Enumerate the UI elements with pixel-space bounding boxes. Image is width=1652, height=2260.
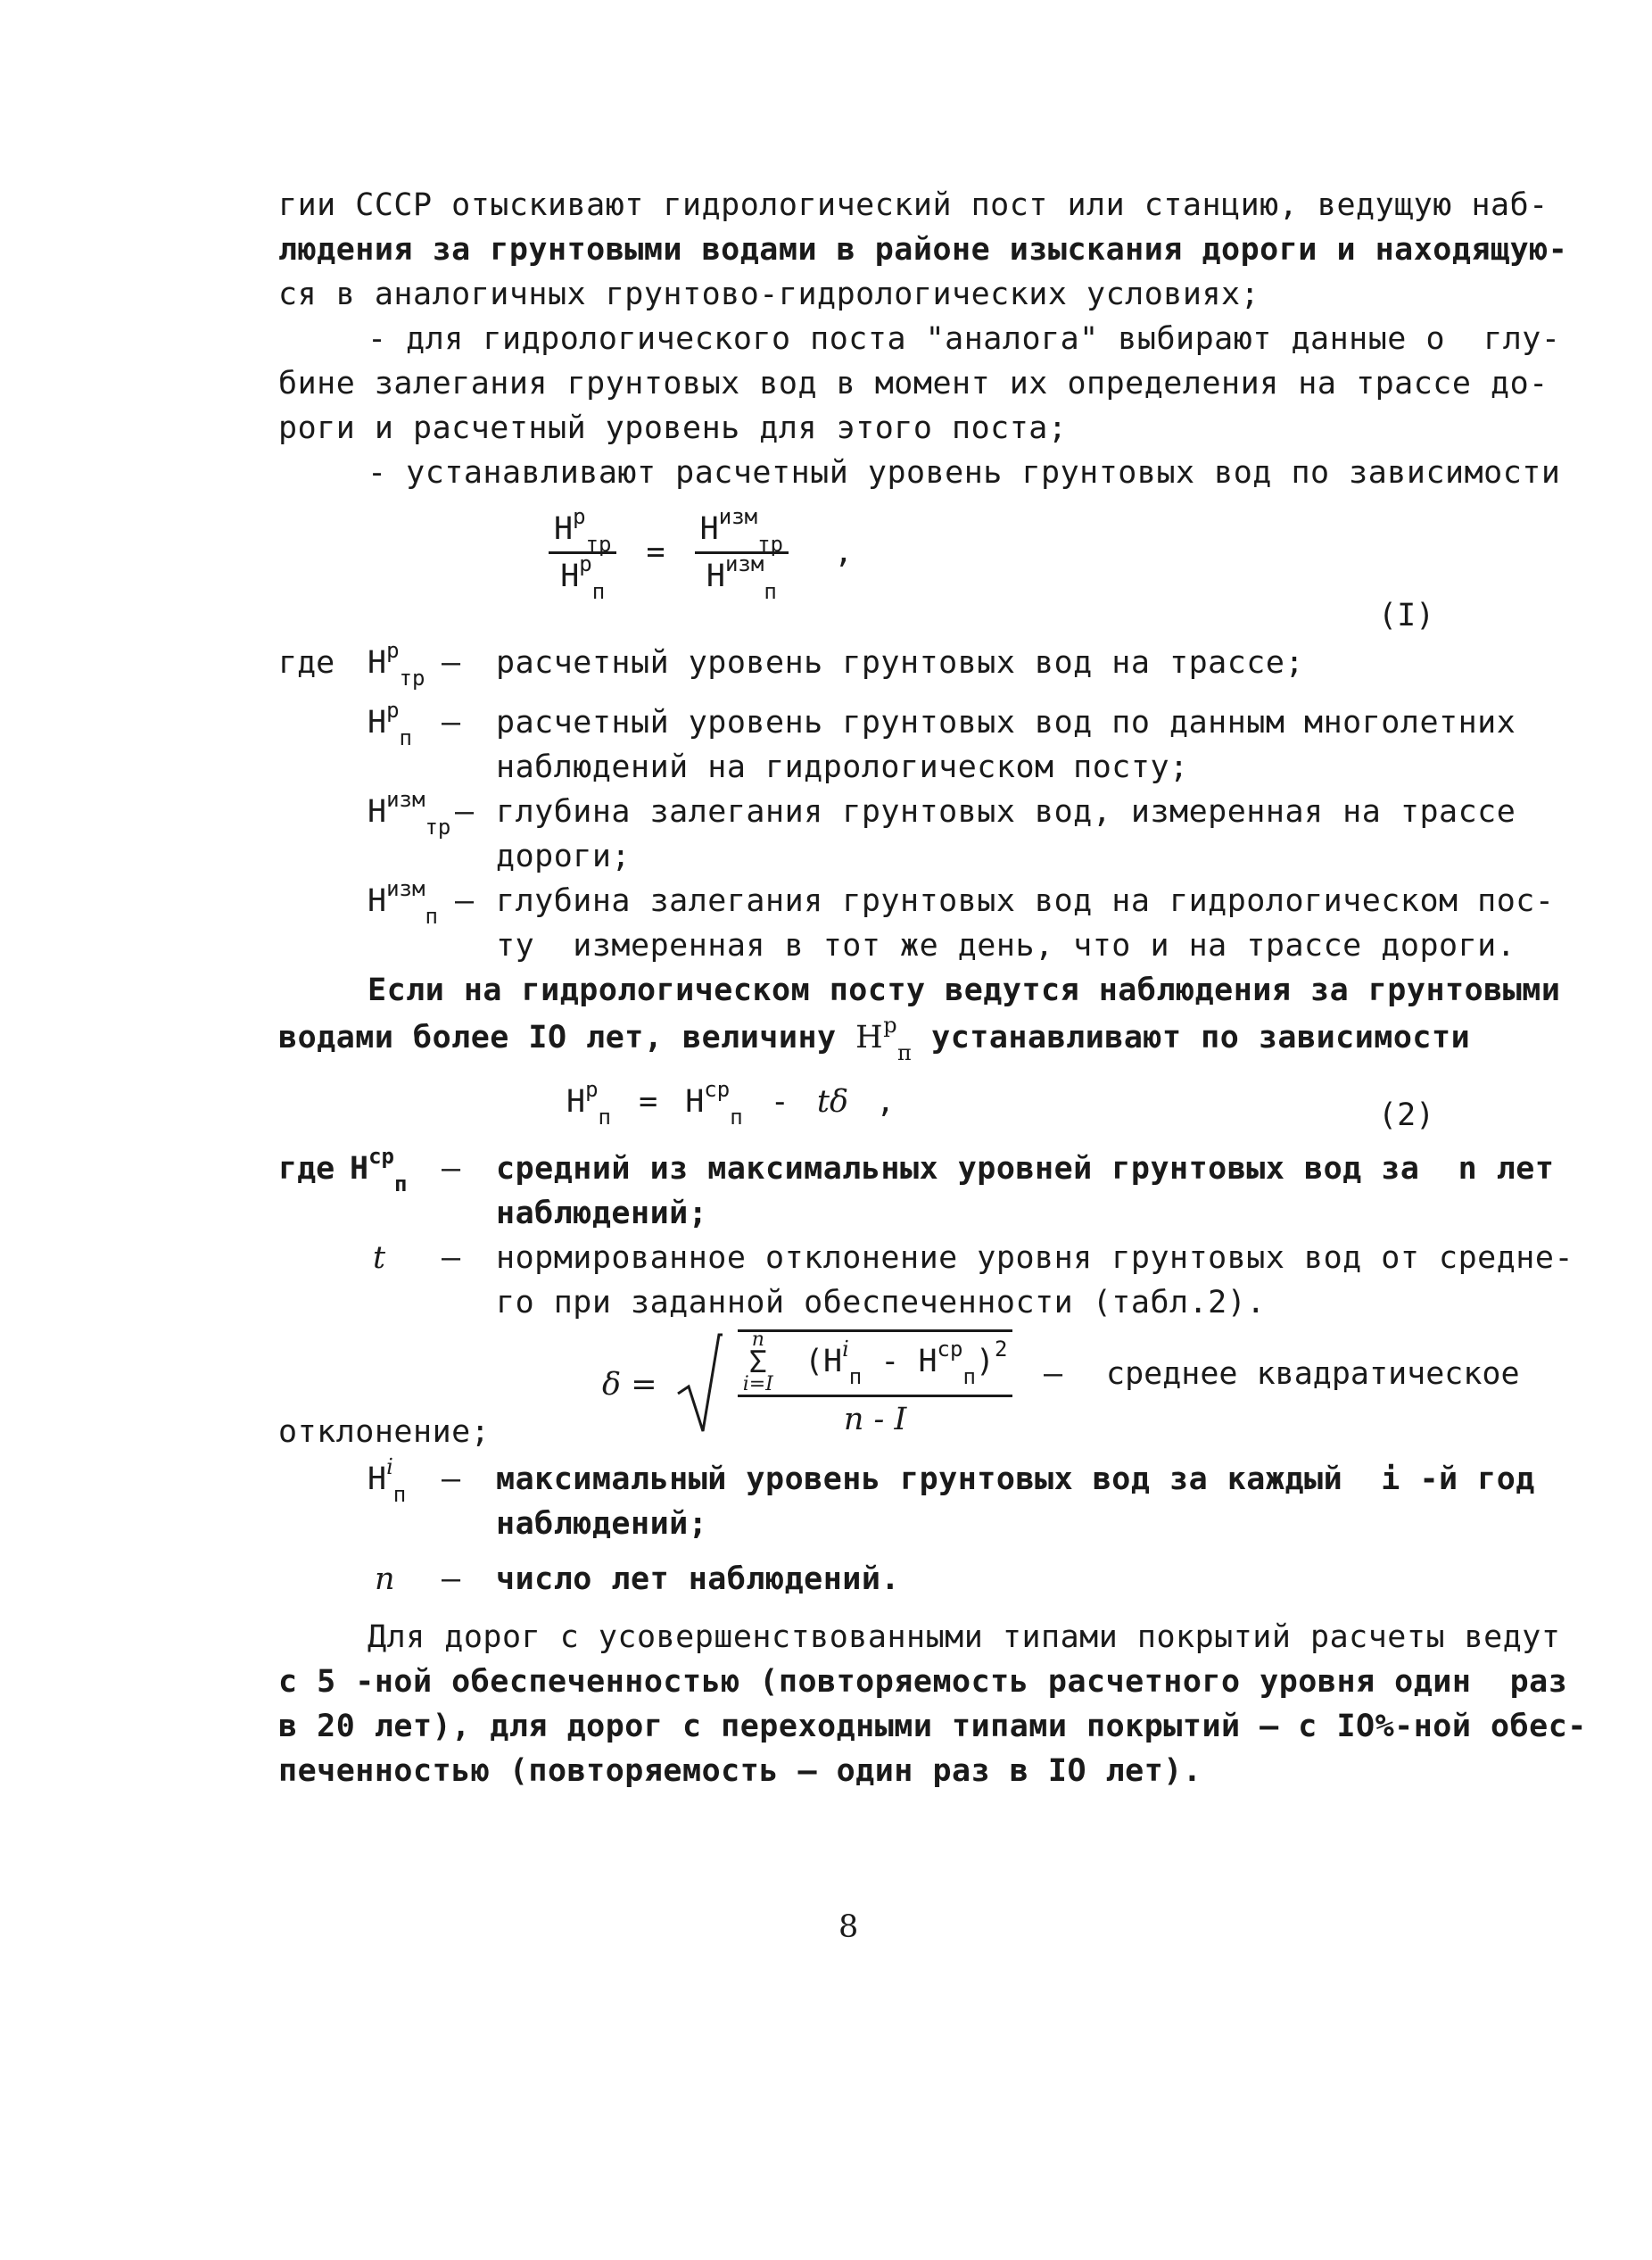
where-desc: число лет наблюдений. xyxy=(496,1561,901,1597)
where-symbol: t xyxy=(373,1240,386,1276)
where-desc: максимальный уровень грунтовых вод за каждый i -й год xyxy=(496,1461,1535,1497)
where-desc: средний из максимальных уровней грунтовых вод за n лет xyxy=(496,1151,1555,1187)
where-desc: наблюдений на гидрологическом посту; xyxy=(496,749,1189,785)
radical xyxy=(676,1329,1013,1440)
list-item-line: бине залегания грунтовых вод в момент их определения на трассе до- xyxy=(278,366,1549,402)
paragraph-line: в 20 лет), для дорог с переходными типами покрытий — с IO%-ной обес- xyxy=(278,1709,1587,1744)
paragraph-line: с 5 -ной обеспеченностью (повторяемость расчетного уровня один раз xyxy=(278,1664,1568,1700)
where-symbol: $Н^р_п$ xyxy=(368,698,412,750)
list-item-line: - для гидрологического поста "аналога" выбирают данные о глу- xyxy=(368,321,1561,357)
where-desc: расчетный уровень грунтовых вод по данным многолетних xyxy=(496,705,1516,741)
paragraph-line: печенностью (повторяемость — один раз в IO лет). xyxy=(278,1753,1202,1789)
where-label: где xyxy=(278,645,335,681)
where-desc: нормированное отклонение уровня грунтовых вод от средне- xyxy=(496,1240,1574,1276)
where-symbol: $Н^{изм}_{тр}$ xyxy=(368,787,451,840)
delta-dash: — xyxy=(1044,1356,1063,1392)
page-number: 8 xyxy=(838,1909,859,1945)
where-desc: ту измеренная в тот же день, что и на трассе дороги. xyxy=(496,928,1516,964)
paragraph-line: ся в аналогичных грунтово-гидрологических условиях; xyxy=(278,277,1260,312)
radical-sign-icon xyxy=(676,1331,723,1438)
where-dash: — xyxy=(442,645,461,681)
where-dash: — xyxy=(442,705,461,741)
where-symbol: $Н^i_п$ xyxy=(368,1454,407,1507)
where-symbol: n xyxy=(375,1561,395,1597)
paragraph-line: людения за грунтовыми водами в районе изыскания дороги и находящую- xyxy=(278,232,1568,268)
paragraph-line: Если на гидрологическом посту ведутся наблюдения за грунтовыми xyxy=(368,973,1561,1008)
paragraph-line: гии СССР отыскивают гидрологический пост или станцию, ведущую наб- xyxy=(278,187,1549,223)
delta-formula: δ = n Σ i=I $(Н^i_п - Н^{ср}_п)^2$ n - I xyxy=(602,1329,1012,1440)
formula-1: $\frac{Н^р_{тр}}{Н^р_п}$ = $\frac{Н^{изм}_{тр}}{Н^{изм}_п}$ , xyxy=(549,509,853,597)
where-desc: го при заданной обеспеченности (табл.2). xyxy=(496,1285,1266,1320)
equation-number: (I) xyxy=(1378,598,1435,633)
where-dash: — xyxy=(455,794,475,830)
list-item-line: - устанавливают расчетный уровень грунтовых вод по зависимости xyxy=(368,455,1561,491)
where-desc: глубина залегания грунтовых вод на гидрологическом пос- xyxy=(496,883,1555,919)
formula-1-lhs-fraction: $\frac{Н^р_{тр}}{Н^р_п}$ xyxy=(549,509,616,597)
where-dash: — xyxy=(442,1240,461,1276)
where-desc: наблюдений; xyxy=(496,1506,708,1542)
where-symbol: $Н^{изм}_п$ xyxy=(368,876,438,929)
equation-number: (2) xyxy=(1378,1097,1435,1133)
where-symbol: $Н^р_{тр}$ xyxy=(368,638,425,691)
list-item-line: роги и расчетный уровень для этого поста; xyxy=(278,410,1068,446)
where-dash: — xyxy=(455,883,475,919)
where-desc: дороги; xyxy=(496,839,632,874)
where-dash: — xyxy=(442,1561,461,1597)
where-dash: — xyxy=(442,1461,461,1497)
formula-2: $Н^р_п = Н^{ср}_п - t\delta$ , xyxy=(566,1077,896,1130)
where-desc: наблюдений; xyxy=(496,1196,708,1231)
where-symbol: $Н^{ср}_п$ xyxy=(350,1144,408,1196)
paragraph-line: водами более IO лет, величину $Н^р_п$ устанавливают по зависимости xyxy=(278,1013,1471,1065)
paragraph-line: Для дорог с усовершенствованными типами покрытий расчеты ведут xyxy=(368,1619,1561,1655)
delta-fraction: n Σ i=I $(Н^i_п - Н^{ср}_п)^2$ n - I xyxy=(738,1329,1013,1440)
delta-desc: среднее квадратическое xyxy=(1106,1356,1520,1392)
where-desc: глубина залегания грунтовых вод, измеренная на трассе xyxy=(496,794,1516,830)
formula-1-rhs-fraction: $\frac{Н^{изм}_{тр}}{Н^{изм}_п}$ xyxy=(695,509,789,597)
where-label: где xyxy=(278,1151,335,1187)
where-dash: — xyxy=(442,1151,461,1187)
delta-desc-line2: отклонение; xyxy=(278,1414,491,1450)
where-desc: расчетный уровень грунтовых вод на трассе; xyxy=(496,645,1305,681)
